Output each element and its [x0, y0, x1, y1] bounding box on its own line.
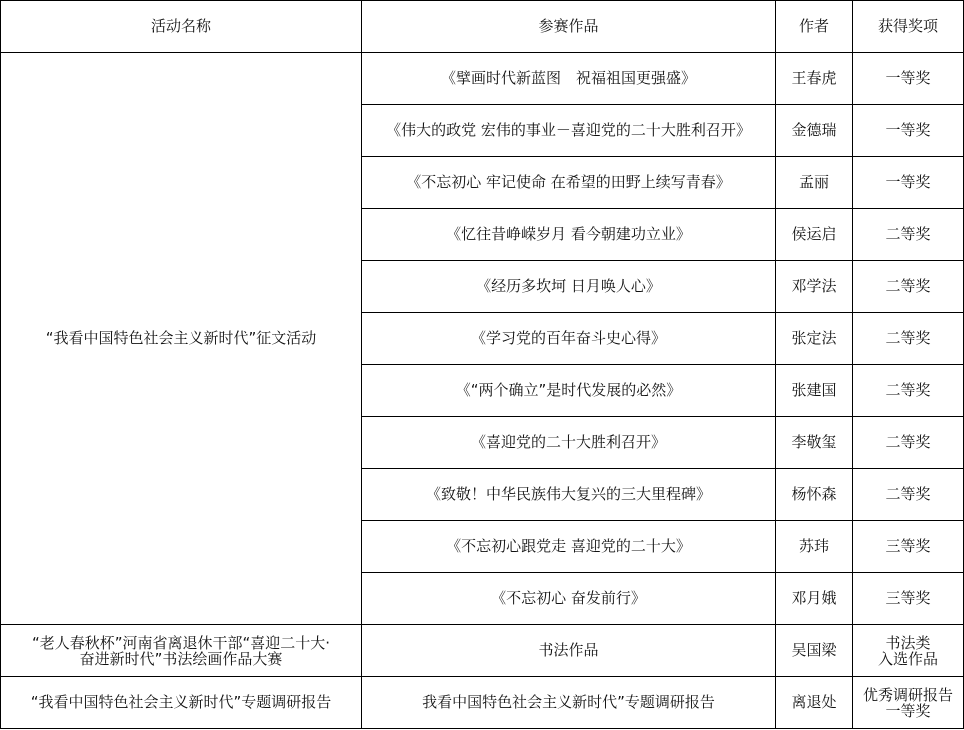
award-line: 入选作品 [877, 649, 938, 668]
header-author: 作者 [776, 1, 853, 53]
header-award: 获得奖项 [853, 1, 964, 53]
award-line: 书法类 [885, 633, 931, 652]
award-cell: 二等奖 [853, 261, 964, 313]
award-cell [853, 625, 964, 677]
work-cell: 《不忘初心 牢记使命 在希望的田野上续写青春》 [362, 157, 776, 209]
work-cell: 《学习党的百年奋斗史心得》 [362, 313, 776, 365]
work-cell: 《不忘初心 奋发前行》 [362, 573, 776, 625]
award-cell: 二等奖 [853, 313, 964, 365]
work-cell: 《经历多坎坷 日月唤人心》 [362, 261, 776, 313]
author-cell: 王春虎 [776, 53, 853, 105]
work-cell: 《擘画时代新蓝图 祝福祖国更强盛》 [362, 53, 776, 105]
author-cell: 苏玮 [776, 521, 853, 573]
activity-line: 奋进新时代”书法绘画作品大赛 [79, 649, 283, 668]
award-cell: 一等奖 [853, 157, 964, 209]
work-cell: 《忆往昔峥嵘岁月 看今朝建功立业》 [362, 209, 776, 261]
activity-cell: “我看中国特色社会主义新时代”征文活动 [1, 53, 362, 625]
table-row [1, 53, 964, 105]
author-cell: 金德瑞 [776, 105, 853, 157]
award-cell: 一等奖 [853, 53, 964, 105]
work-cell: 我看中国特色社会主义新时代”专题调研报告 [362, 677, 776, 729]
author-cell: 杨怀森 [776, 469, 853, 521]
award-line: 优秀调研报告 [862, 685, 953, 704]
author-cell: 邓月娥 [776, 573, 853, 625]
author-cell: 离退处 [776, 677, 853, 729]
work-cell: 《伟大的政党 宏伟的事业－喜迎党的二十大胜利召开》 [362, 105, 776, 157]
award-cell: 二等奖 [853, 365, 964, 417]
activity-line: “老人春秋杯”河南省离退休干部“喜迎二十大· [31, 633, 331, 652]
award-cell: 二等奖 [853, 209, 964, 261]
award-cell [853, 677, 964, 729]
award-cell: 三等奖 [853, 521, 964, 573]
work-cell: 《喜迎党的二十大胜利召开》 [362, 417, 776, 469]
header-work: 参赛作品 [362, 1, 776, 53]
table-row [1, 677, 964, 729]
work-cell: 《致敬！中华民族伟大复兴的三大里程碑》 [362, 469, 776, 521]
author-cell: 张定法 [776, 313, 853, 365]
work-cell: 书法作品 [362, 625, 776, 677]
award-cell: 一等奖 [853, 105, 964, 157]
author-cell: 侯运启 [776, 209, 853, 261]
author-cell: 张建国 [776, 365, 853, 417]
author-cell: 李敬玺 [776, 417, 853, 469]
activity-cell: “我看中国特色社会主义新时代”专题调研报告 [1, 677, 362, 729]
award-cell: 三等奖 [853, 573, 964, 625]
header-activity: 活动名称 [1, 1, 362, 53]
work-cell: 《“两个确立”是时代发展的必然》 [362, 365, 776, 417]
award-cell: 二等奖 [853, 469, 964, 521]
author-cell: 吴国梁 [776, 625, 853, 677]
table-row [1, 625, 964, 677]
header-row [1, 1, 964, 53]
activity-cell [1, 625, 362, 677]
author-cell: 邓学法 [776, 261, 853, 313]
award-line: 一等奖 [885, 701, 931, 720]
work-cell: 《不忘初心跟党走 喜迎党的二十大》 [362, 521, 776, 573]
author-cell: 孟丽 [776, 157, 853, 209]
award-cell: 二等奖 [853, 417, 964, 469]
